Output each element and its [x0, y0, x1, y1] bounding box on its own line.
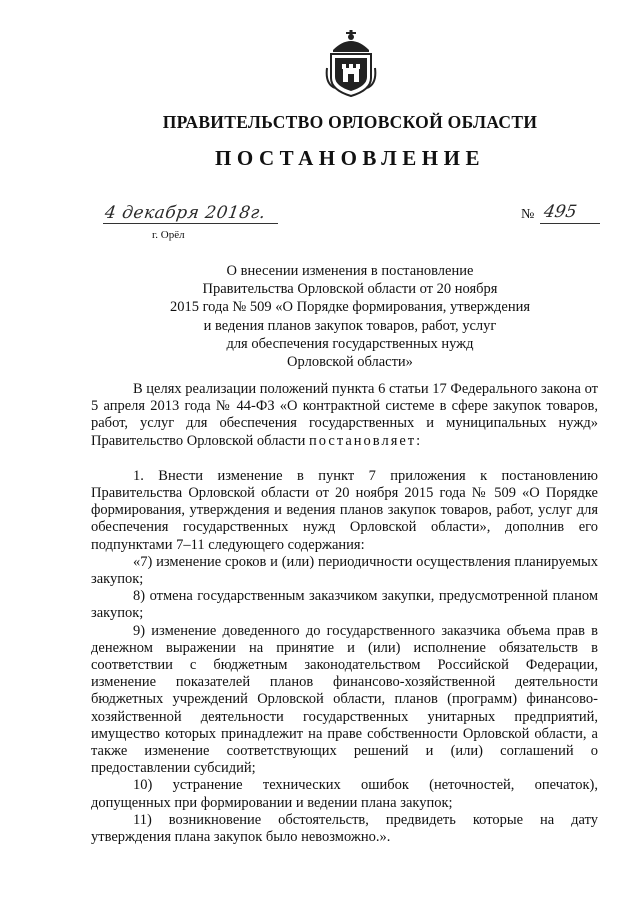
subject-line: Правительства Орловской области от 20 ноября — [202, 281, 498, 298]
subitem-9: 9) изменение доведенного до государственного заказчика объема прав в денежном выражении на принятие и (или) исполнение обязательств в соответствии с бюджетным законодательством Российской Федерации, изменение показателей планов финансово-хозяйственной деятельности бюджетных учреждений Орловской области, планов (программ) финансово-хозяйственной деятельности государственных унитарных предприятий, имущество которых принадлежит на праве собственности Орловской области, а также изменение соответствующих решений и (или) соглашений о предоставлении субсидий; — [91, 622, 598, 777]
number-underline — [540, 223, 600, 224]
city-label: г. Орёл — [152, 229, 185, 241]
document-number: 495 — [542, 202, 579, 222]
preamble-text: В целях реализации положений пункта 6 статьи 17 Федерального закона от 5 апреля 2013 года № 44-ФЗ «О контрактной системе в сфере закупок товаров, работ, услуг для обеспечения государственных и муниципальных нужд» Правительство Орловской области — [91, 381, 598, 449]
coat-of-arms-icon — [325, 28, 377, 98]
subitem-10: 10) устранение технических ошибок (неточностей, опечаток), допущенных при формировании и ведении плана закупок; — [91, 777, 598, 811]
subitem-8: 8) отмена государственным заказчиком закупки, предусмотренной планом закупок; — [91, 588, 598, 622]
subitem-7: «7) изменение сроков и (или) периодичности осуществления планируемых закупок; — [91, 553, 598, 588]
preamble-verb: постановляет: — [309, 432, 423, 449]
document-subject — [120, 262, 580, 371]
subject-line: для обеспечения государственных нужд — [226, 335, 474, 352]
document-body — [91, 381, 598, 846]
subitem-11: 11) возникновение обстоятельств, предвидеть которые на дату утверждения плана закупок было невозможно.». — [91, 811, 598, 846]
number-label: № — [521, 207, 535, 222]
preamble-paragraph — [91, 381, 598, 450]
subject-line: 2015 года № 509 «О Порядке формирования, утверждения — [169, 299, 531, 316]
date-underline — [103, 223, 278, 224]
paragraph-1: 1. Внести изменение в пункт 7 приложения к постановлению Правительства Орловской области от 20 ноября 2015 года № 509 «О Порядке формирования, утверждения и ведения планов закупок товаров, работ, услуг для обеспечения государственных нужд Орловской области», дополнив его подпунктами 7–11 следующего содержания: — [91, 467, 598, 553]
document-type-title: ПОСТАНОВЛЕНИЕ — [215, 146, 485, 170]
organization-name: ПРАВИТЕЛЬСТВО ОРЛОВСКОЙ ОБЛАСТИ — [162, 112, 538, 132]
subject-line: и ведения планов закупок товаров, работ, услуг — [203, 317, 497, 334]
subject-line: Орловской области» — [287, 354, 413, 371]
document-date: 4 декабря 2018г. — [103, 203, 267, 223]
subject-line: О внесении изменения в постановление — [226, 263, 474, 279]
